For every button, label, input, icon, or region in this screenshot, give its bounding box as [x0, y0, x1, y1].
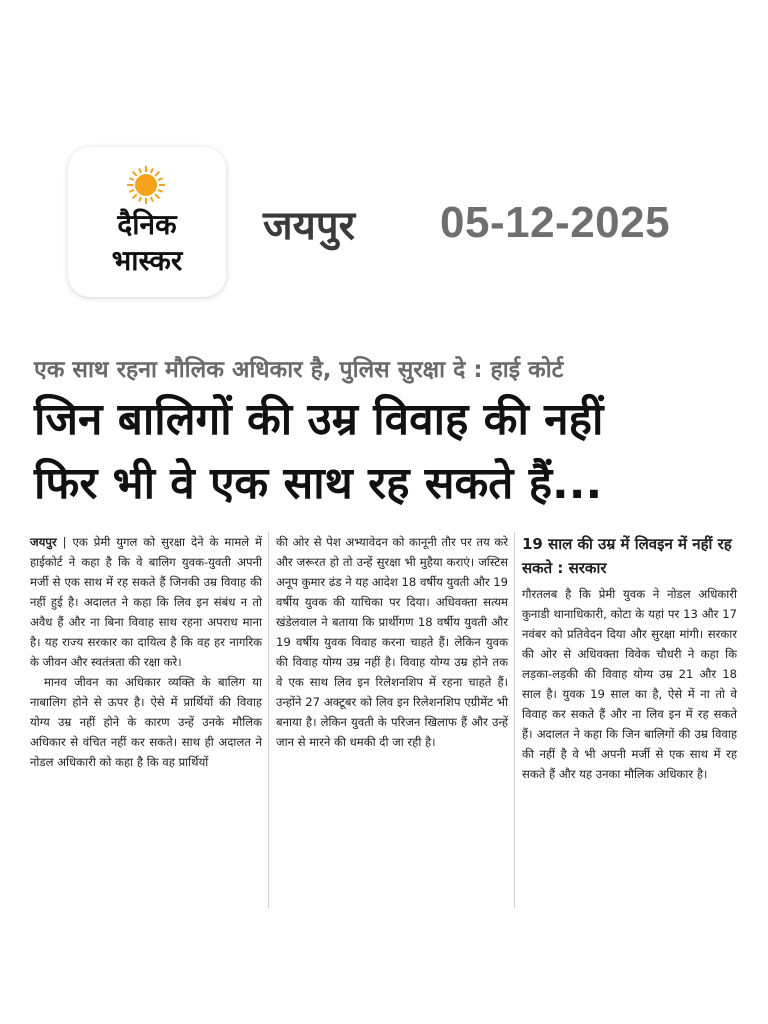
- article-headline: [34, 388, 734, 516]
- article-column-2: [276, 532, 508, 752]
- column-3-paragraph-1: गौरतलब है कि प्रेमी युवक ने नोडल अधिकारी कुनाडी थानाधिकारी, कोटा के यहां पर 13 और 17 नवंबर को प्रतिवेदन दिया और सुरक्षा मांगी। सरकार की ओर से अधिवक्ता विवेक चौधरी ने कहा कि लड़का-लड़की की विवाह योग्य उम्र 21 और 18 साल है। युवक 19 साल का है, ऐसे में ना तो वे विवाह कर सकते हैं और ना लिव इन में रह सकते हैं। अदालत ने कहा कि जिन बालिगों की उम्र विवाह की नहीं है वे भी अपनी मर्जी से एक साथ में रह सकते हैं और यह उनका मौलिक अधिकार है।: [522, 587, 737, 781]
- headline-line-1: जिन बालिगों की उम्र विवाह की नहीं: [34, 394, 604, 445]
- column-3-subhead: 19 साल की उम्र में लिवइन में नहीं रह सकते : सरकार: [522, 535, 732, 577]
- column-2-paragraph-1: की ओर से पेश अभ्यावेदन को कानूनी तौर पर तय करे और जरूरत हो तो उन्हें सुरक्षा भी मुहैया कराएं। जस्टिस अनूप कुमार ढंड ने यह आदेश 18 वर्षीय युवती और 19 वर्षीय युवक की याचिका पर दिया। अधिवक्ता सत्यम खंडेलवाल ने बताया कि प्रार्थीगण 18 वर्षीय युवती और 19 वर्षीय युवक विवाह करना चाहते हैं। लेकिन युवक की विवाह योग्य उम्र नहीं है। विवाह योग्य उम्र होने तक वे एक साथ लिव इन रिलेशनशिप में रहना चाहते हैं। उन्होंने 27 अक्टूबर को लिव इन रिलेशनशिप एग्रीमेंट भी बनाया है। लेकिन युवती के परिजन खिलाफ हैं और उन्हें जान से मारने की धमकी दी जा रही है।: [276, 535, 509, 749]
- article-column-1: [30, 532, 262, 772]
- column-1-text-1: एक प्रेमी युगल को सुरक्षा देने के मामले में हाईकोर्ट ने कहा है कि वे बालिग युवक-युवती अपनी मर्जी से एक साथ में रह सकते हैं जिनकी उम्र विवाह की नहीं हुई है। अदालत ने कहा कि लिव इन संबंध न तो अवैध हैं और ना बिना विवाह साथ रहना अपराध माना है। यह राज्य सरकार का दायित्व है कि वह हर नागरिक के जीवन और स्वतंत्रता की रक्षा करे।: [30, 535, 262, 669]
- column-1-paragraph-2: मानव जीवन का अधिकार व्यक्ति के बालिग या नाबालिग होने से ऊपर है। ऐसे में प्रार्थियों की विवाह योग्य उम्र नहीं होने के कारण उन्हें उनके मौलिक अधिकार से वंचित नहीं कर सकते। साथ ही अदालत ने नोडल अधिकारी को कहा है कि वह प्रार्थियों: [30, 675, 262, 769]
- sun-icon: [126, 165, 166, 205]
- column-1-paragraph-1: जयपुर | एक प्रेमी युगल को सुरक्षा देने के मामले में हाईकोर्ट ने कहा है कि वे बालिग युवक-युवती अपनी मर्जी से एक साथ में रह सकते हैं जिनकी उम्र विवाह की नहीं हुई है। अदालत ने कहा कि लिव इन संबंध न तो अवैध हैं और ना बिना विवाह साथ रहना अपराध माना है। यह राज्य सरकार का दायित्व है कि वह हर नागरिक के जीवन और स्वतंत्रता की रक्षा करे।: [30, 535, 262, 669]
- column-divider: [514, 532, 515, 908]
- logo-text-bhaskar: भास्कर: [111, 244, 183, 277]
- edition-date: 05-12-2025: [440, 198, 671, 247]
- article-kicker: एक साथ रहना मौलिक अधिकार है, पुलिस सुरक्षा दे : हाई कोर्ट: [34, 357, 564, 383]
- dateline: जयपुर: [30, 535, 57, 549]
- dainik-bhaskar-logo: [68, 147, 226, 297]
- headline-line-2: फिर भी वे एक साथ रह सकते हैं...: [34, 458, 603, 509]
- logo-text-dainik: दैनिक: [117, 208, 177, 241]
- column-divider: [268, 532, 269, 908]
- article-column-3: [522, 532, 737, 784]
- edition-city: जयपुर: [263, 203, 355, 249]
